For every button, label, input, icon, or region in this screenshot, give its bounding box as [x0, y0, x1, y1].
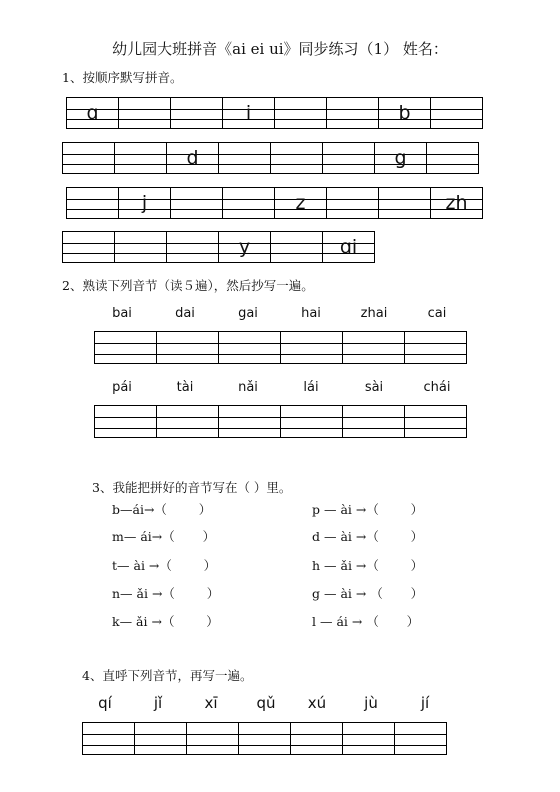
- syllable-text: qǔ: [256, 694, 276, 712]
- section-2-heading: 2、熟读下列音节（读５遍），然后抄写一遍。: [62, 278, 314, 293]
- writing-cell[interactable]: [222, 187, 275, 219]
- guide-line: [239, 745, 290, 746]
- guide-line: [343, 354, 404, 355]
- writing-cell[interactable]: [274, 97, 327, 129]
- guide-line: [167, 253, 218, 254]
- guide-line: [379, 209, 430, 210]
- page-title: 幼儿园大班拼音《ai ei ui》同步练习（1） 姓名：: [112, 40, 448, 58]
- guide-line: [135, 745, 186, 746]
- writing-cell[interactable]: [342, 331, 405, 364]
- guide-line: [275, 119, 326, 120]
- guide-line: [405, 354, 466, 355]
- guide-line: [115, 243, 166, 244]
- writing-cell[interactable]: [404, 331, 467, 364]
- guide-line: [83, 745, 134, 746]
- cell-letter: d: [186, 147, 199, 169]
- copy-grid-row-1: [94, 331, 466, 364]
- cell-letter: ɑi: [339, 236, 358, 258]
- cell-letter: j: [141, 192, 148, 214]
- writing-cell[interactable]: [166, 142, 219, 174]
- guide-line: [379, 199, 430, 200]
- guide-line: [343, 417, 404, 418]
- pinyin-row-2: [62, 142, 478, 174]
- writing-cell[interactable]: [94, 331, 157, 364]
- guide-line: [115, 253, 166, 254]
- guide-line: [171, 119, 222, 120]
- cell-letter: y: [238, 236, 251, 258]
- spelling-exercise: l — ái → （ ）: [312, 614, 420, 629]
- guide-line: [271, 154, 322, 155]
- syllable-text: lái: [303, 380, 319, 395]
- guide-line: [395, 734, 446, 735]
- guide-line: [327, 199, 378, 200]
- writing-cell[interactable]: [114, 231, 167, 263]
- guide-line: [95, 343, 156, 344]
- writing-cell[interactable]: [270, 142, 323, 174]
- writing-cell[interactable]: [118, 187, 171, 219]
- writing-cell[interactable]: [326, 187, 379, 219]
- writing-cell[interactable]: [118, 97, 171, 129]
- guide-line: [223, 199, 274, 200]
- writing-cell[interactable]: [404, 405, 467, 438]
- guide-line: [119, 109, 170, 110]
- guide-line: [67, 199, 118, 200]
- syllable-text: hai: [301, 306, 321, 321]
- spelling-exercise: d — ài →（ ）: [312, 529, 424, 544]
- writing-cell[interactable]: [342, 722, 395, 755]
- guide-line: [239, 734, 290, 735]
- guide-line: [281, 343, 342, 344]
- guide-line: [171, 109, 222, 110]
- guide-line: [67, 209, 118, 210]
- writing-cell[interactable]: [66, 187, 119, 219]
- guide-line: [219, 428, 280, 429]
- section-1-heading: 1、按顺序默写拼音。: [62, 70, 183, 85]
- guide-line: [427, 154, 478, 155]
- syllable-text: xú: [307, 694, 327, 712]
- guide-line: [281, 417, 342, 418]
- writing-cell[interactable]: [280, 331, 343, 364]
- spelling-exercise: p — ài →（ ）: [312, 502, 424, 517]
- syllable-text: xī: [204, 694, 218, 712]
- section-4-heading: 4、直呼下列音节，再写一遍。: [82, 668, 253, 683]
- cell-letter: g: [394, 147, 407, 169]
- writing-cell[interactable]: [82, 722, 135, 755]
- writing-cell[interactable]: [274, 187, 327, 219]
- guide-line: [291, 745, 342, 746]
- syllable-text: jǐ: [153, 694, 163, 712]
- writing-cell[interactable]: [114, 142, 167, 174]
- spelling-exercise: b—ái→（ ）: [112, 502, 212, 517]
- guide-line: [167, 243, 218, 244]
- guide-line: [83, 734, 134, 735]
- guide-line: [63, 253, 114, 254]
- guide-line: [115, 154, 166, 155]
- guide-line: [343, 428, 404, 429]
- pinyin-row-1: [66, 97, 482, 129]
- cell-letter: i: [245, 102, 252, 124]
- guide-line: [281, 428, 342, 429]
- guide-line: [119, 119, 170, 120]
- guide-line: [343, 745, 394, 746]
- guide-line: [343, 343, 404, 344]
- cell-letter: b: [398, 102, 411, 124]
- guide-line: [323, 164, 374, 165]
- writing-cell[interactable]: [342, 405, 405, 438]
- copy-grid-row-2: [94, 405, 466, 438]
- syllable-text: cai: [427, 306, 447, 321]
- guide-line: [219, 343, 280, 344]
- guide-line: [219, 154, 270, 155]
- pinyin-row-4: [62, 231, 374, 263]
- syllable-text: qí: [98, 694, 112, 712]
- syllable-text: zhai: [360, 306, 388, 321]
- syllable-text: gai: [238, 306, 258, 321]
- guide-line: [327, 209, 378, 210]
- syllable-text: bai: [112, 306, 132, 321]
- guide-line: [281, 354, 342, 355]
- syllable-text: dai: [175, 306, 195, 321]
- guide-line: [271, 243, 322, 244]
- syllable-text: nǎi: [238, 380, 258, 395]
- writing-cell[interactable]: [280, 405, 343, 438]
- writing-cell[interactable]: [218, 405, 281, 438]
- writing-cell[interactable]: [156, 405, 219, 438]
- syllable-text: pái: [112, 380, 132, 395]
- writing-cell[interactable]: [430, 97, 483, 129]
- writing-cell[interactable]: [238, 722, 291, 755]
- writing-cell[interactable]: [62, 231, 115, 263]
- writing-cell[interactable]: [218, 142, 271, 174]
- guide-line: [327, 119, 378, 120]
- guide-line: [323, 154, 374, 155]
- writing-cell[interactable]: [394, 722, 447, 755]
- guide-line: [157, 428, 218, 429]
- syllable-text: jí: [420, 694, 430, 712]
- guide-line: [405, 343, 466, 344]
- writing-cell[interactable]: [62, 142, 115, 174]
- writing-cell[interactable]: [374, 142, 427, 174]
- section-3-heading: 3、我能把拼好的音节写在（ ）里。: [92, 480, 292, 495]
- spelling-exercise: m— ái→（ ）: [112, 529, 216, 544]
- guide-line: [291, 734, 342, 735]
- spelling-exercise: h — ǎi →（ ）: [312, 558, 424, 573]
- guide-line: [327, 109, 378, 110]
- writing-cell[interactable]: [378, 97, 431, 129]
- syllable-text: sài: [364, 380, 384, 395]
- writing-cell[interactable]: [186, 722, 239, 755]
- guide-line: [95, 354, 156, 355]
- writing-cell[interactable]: [322, 142, 375, 174]
- guide-line: [63, 154, 114, 155]
- guide-line: [95, 417, 156, 418]
- guide-line: [223, 209, 274, 210]
- writing-cell[interactable]: [322, 231, 375, 263]
- writing-cell[interactable]: [326, 97, 379, 129]
- guide-line: [275, 109, 326, 110]
- writing-cell[interactable]: [218, 331, 281, 364]
- writing-cell[interactable]: [170, 187, 223, 219]
- guide-line: [187, 734, 238, 735]
- guide-line: [219, 354, 280, 355]
- spelling-exercise: n— ǎi →（ ）: [112, 586, 220, 601]
- guide-line: [271, 164, 322, 165]
- guide-line: [395, 745, 446, 746]
- writing-cell[interactable]: [290, 722, 343, 755]
- guide-line: [219, 164, 270, 165]
- guide-line: [431, 109, 482, 110]
- writing-cell[interactable]: [166, 231, 219, 263]
- syllable-text: tài: [176, 380, 194, 395]
- guide-line: [171, 199, 222, 200]
- guide-line: [171, 209, 222, 210]
- guide-line: [271, 253, 322, 254]
- writing-cell[interactable]: [270, 231, 323, 263]
- syllable-text: chái: [423, 380, 451, 395]
- spelling-exercise: k— ǎi →（ ）: [112, 614, 219, 629]
- copy-grid-section-4: [82, 722, 446, 755]
- writing-cell[interactable]: [156, 331, 219, 364]
- guide-line: [95, 428, 156, 429]
- guide-line: [427, 164, 478, 165]
- guide-line: [343, 734, 394, 735]
- pinyin-row-3: [66, 187, 482, 219]
- guide-line: [405, 417, 466, 418]
- cell-letter: z: [295, 192, 306, 214]
- writing-cell[interactable]: [170, 97, 223, 129]
- guide-line: [157, 354, 218, 355]
- writing-cell[interactable]: [66, 97, 119, 129]
- writing-cell[interactable]: [426, 142, 479, 174]
- guide-line: [187, 745, 238, 746]
- syllable-text: jù: [364, 694, 378, 712]
- guide-line: [157, 343, 218, 344]
- cell-letter: zh: [445, 192, 468, 214]
- writing-cell[interactable]: [378, 187, 431, 219]
- writing-cell[interactable]: [218, 231, 271, 263]
- cell-letter: ɑ: [86, 102, 99, 124]
- guide-line: [219, 417, 280, 418]
- writing-cell[interactable]: [430, 187, 483, 219]
- guide-line: [157, 417, 218, 418]
- guide-line: [135, 734, 186, 735]
- writing-cell[interactable]: [134, 722, 187, 755]
- guide-line: [63, 243, 114, 244]
- spelling-exercise: g — ài → （ ）: [312, 586, 424, 601]
- guide-line: [63, 164, 114, 165]
- guide-line: [431, 119, 482, 120]
- writing-cell[interactable]: [94, 405, 157, 438]
- guide-line: [115, 164, 166, 165]
- writing-cell[interactable]: [222, 97, 275, 129]
- guide-line: [405, 428, 466, 429]
- spelling-exercise: t— ài →（ ）: [112, 558, 217, 573]
